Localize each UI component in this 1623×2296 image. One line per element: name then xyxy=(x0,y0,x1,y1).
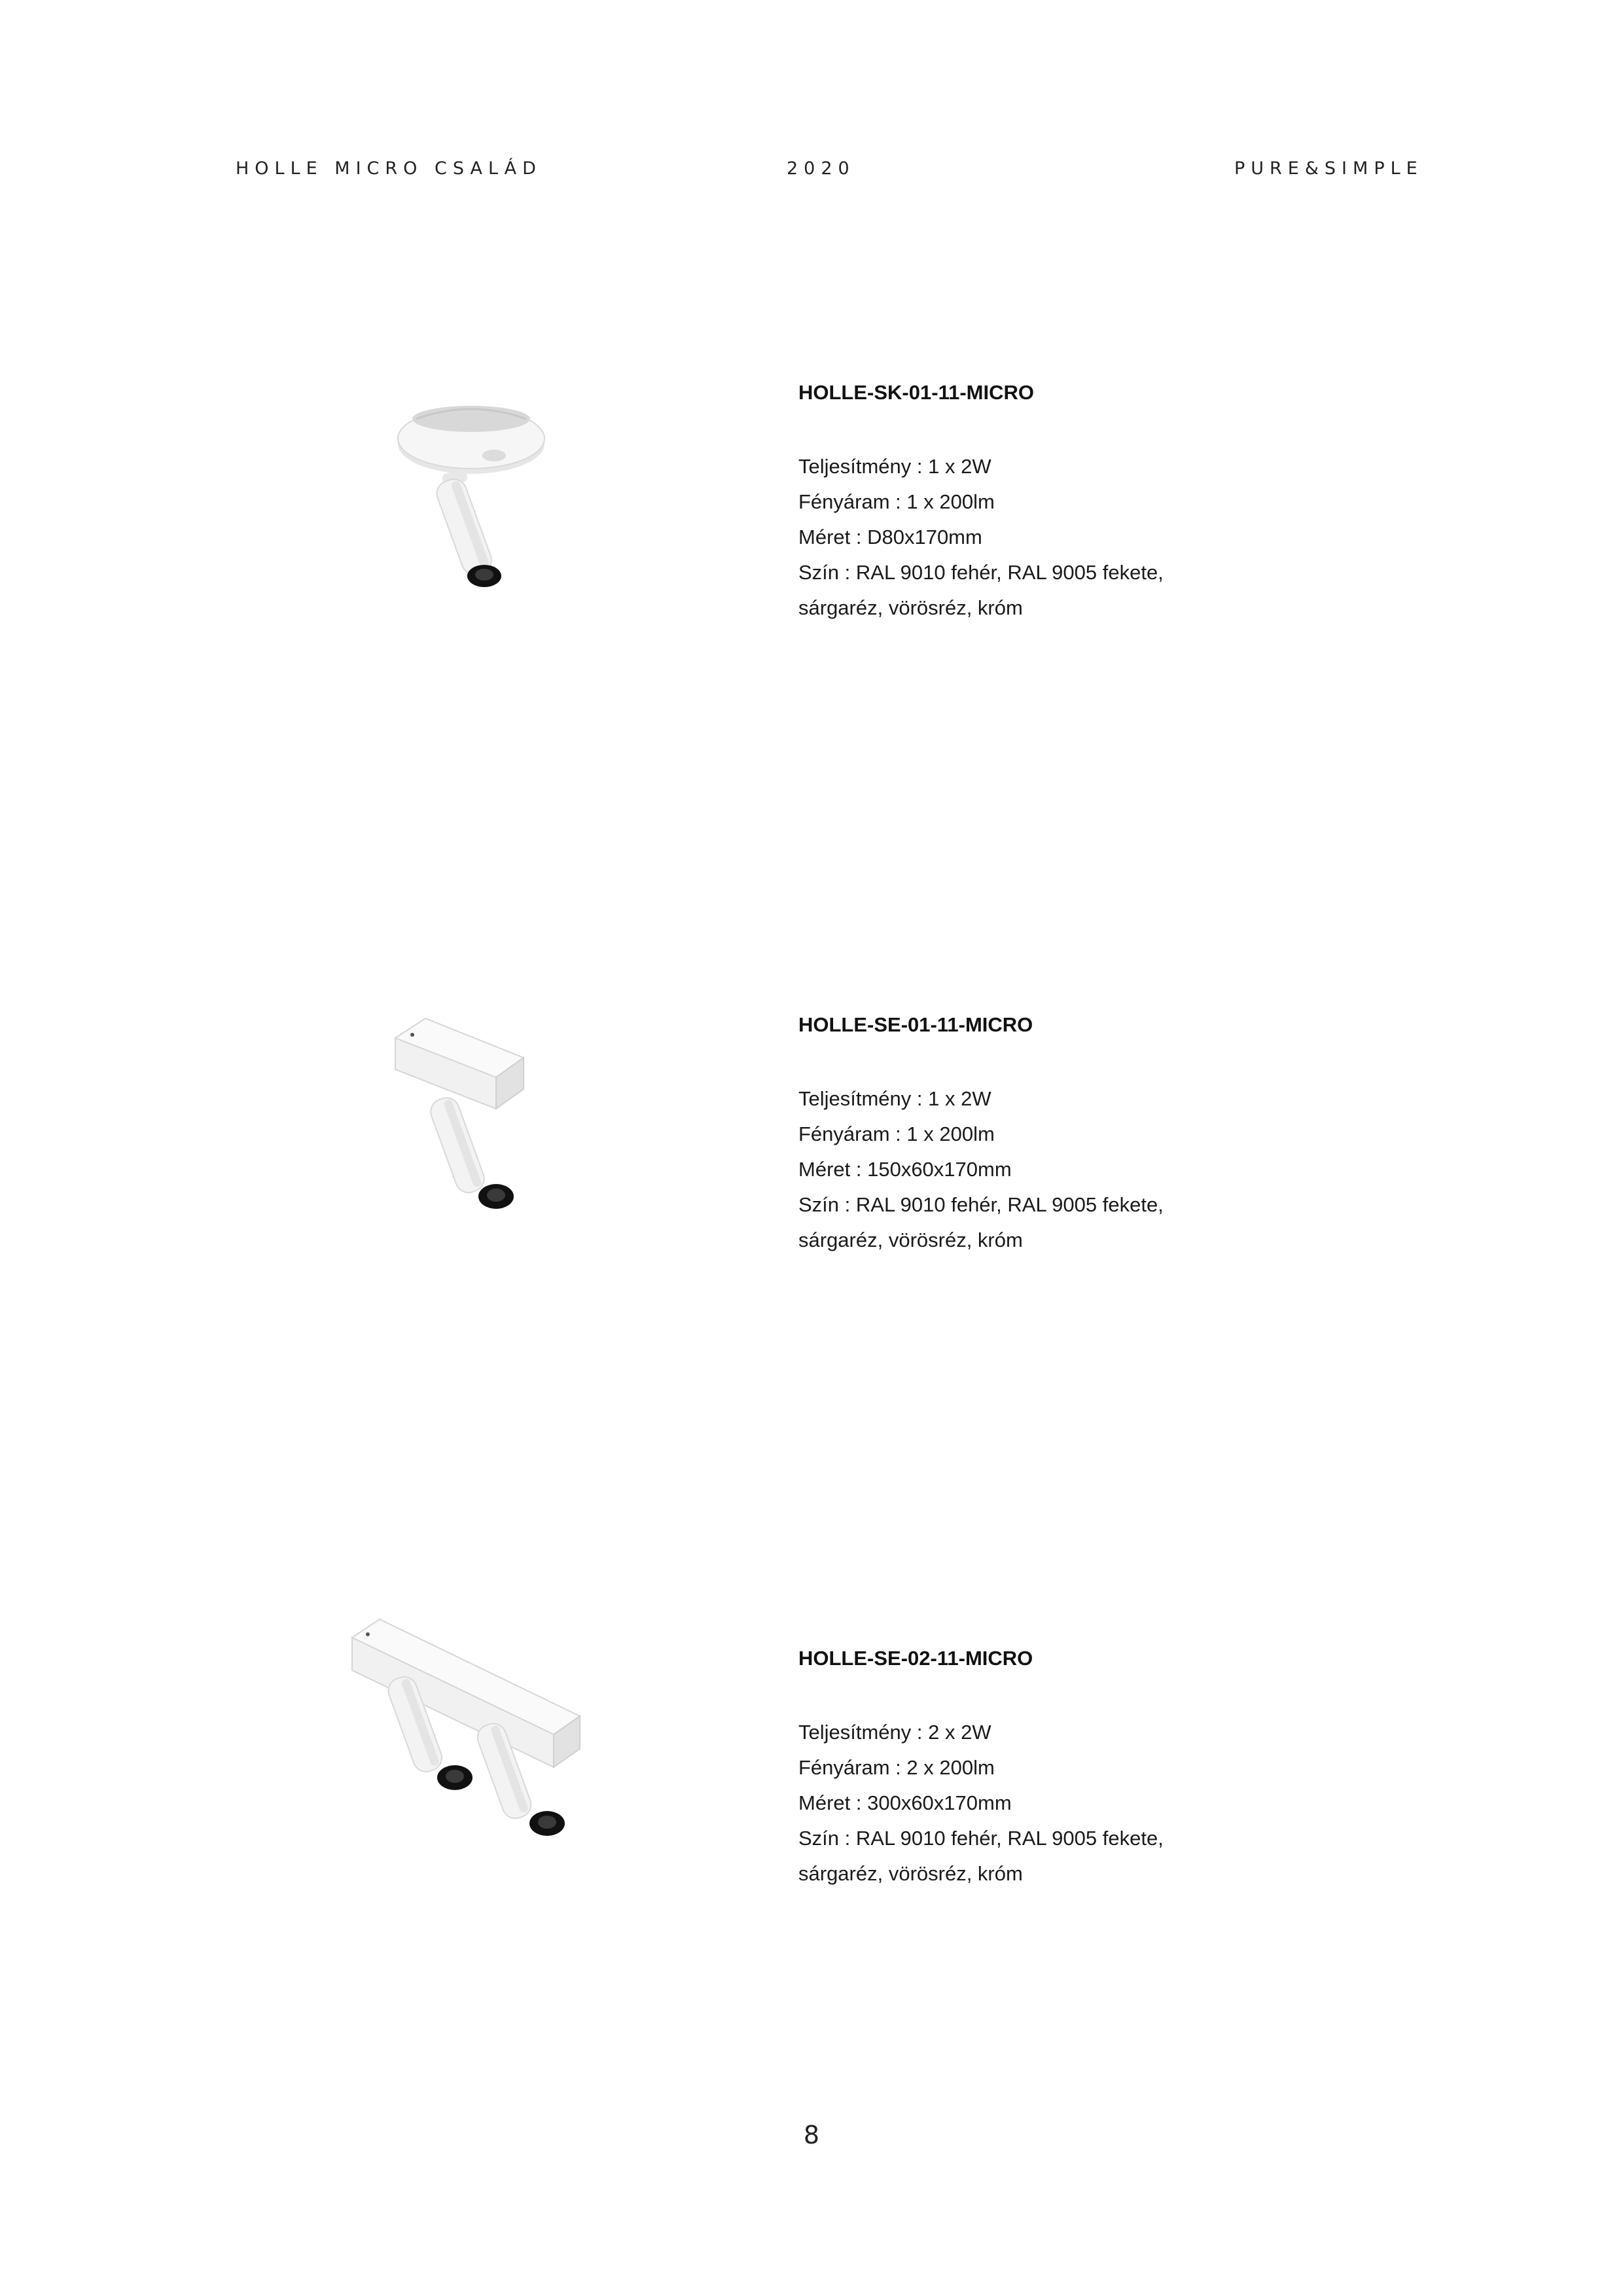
page-number: 8 xyxy=(803,2121,820,2149)
spec-size: Méret : 150x60x170mm xyxy=(798,1152,1387,1187)
spec-color: Szín : RAL 9010 fehér, RAL 9005 fekete, xyxy=(798,555,1387,590)
double-spotlight-illustration xyxy=(347,1605,589,1867)
product-info-2 xyxy=(798,1012,1387,1258)
spec-flux: Fényáram : 1 x 200lm xyxy=(798,1117,1387,1152)
rectangular-spotlight-image xyxy=(386,1012,537,1215)
round-spotlight-illustration xyxy=(386,393,556,589)
double-spotlight-image xyxy=(347,1605,589,1867)
spec-flux: Fényáram : 2 x 200lm xyxy=(798,1750,1387,1785)
product-info-1 xyxy=(798,380,1387,626)
spec-color-continued: sárgaréz, vörösréz, króm xyxy=(798,596,1023,619)
spec-color: Szín : RAL 9010 fehér, RAL 9005 fekete, xyxy=(798,1821,1387,1856)
spec-power: Teljesítmény : 2 x 2W xyxy=(798,1715,1387,1750)
header-brand-tagline: PURE&SIMPLE xyxy=(1234,158,1423,179)
product-code: HOLLE-SE-01-11-MICRO xyxy=(798,1013,1033,1036)
round-spotlight-image xyxy=(386,393,556,589)
spec-color: Szín : RAL 9010 fehér, RAL 9005 fekete, xyxy=(798,1187,1387,1223)
spec-size: Méret : 300x60x170mm xyxy=(798,1785,1387,1821)
spec-flux: Fényáram : 1 x 200lm xyxy=(798,484,1387,520)
spec-color-continued: sárgaréz, vörösréz, króm xyxy=(798,1229,1023,1251)
header-year: 2020 xyxy=(787,158,855,179)
product-info-3 xyxy=(798,1645,1387,1892)
spec-power: Teljesítmény : 1 x 2W xyxy=(798,449,1387,484)
product-code: HOLLE-SK-01-11-MICRO xyxy=(798,381,1034,404)
spec-power: Teljesítmény : 1 x 2W xyxy=(798,1081,1387,1117)
product-code: HOLLE-SE-02-11-MICRO xyxy=(798,1647,1033,1670)
header-family-title: HOLLE MICRO CSALÁD xyxy=(236,158,542,179)
spec-color-continued: sárgaréz, vörösréz, króm xyxy=(798,1862,1023,1885)
rectangular-spotlight-illustration xyxy=(386,1012,537,1215)
spec-size: Méret : D80x170mm xyxy=(798,520,1387,555)
